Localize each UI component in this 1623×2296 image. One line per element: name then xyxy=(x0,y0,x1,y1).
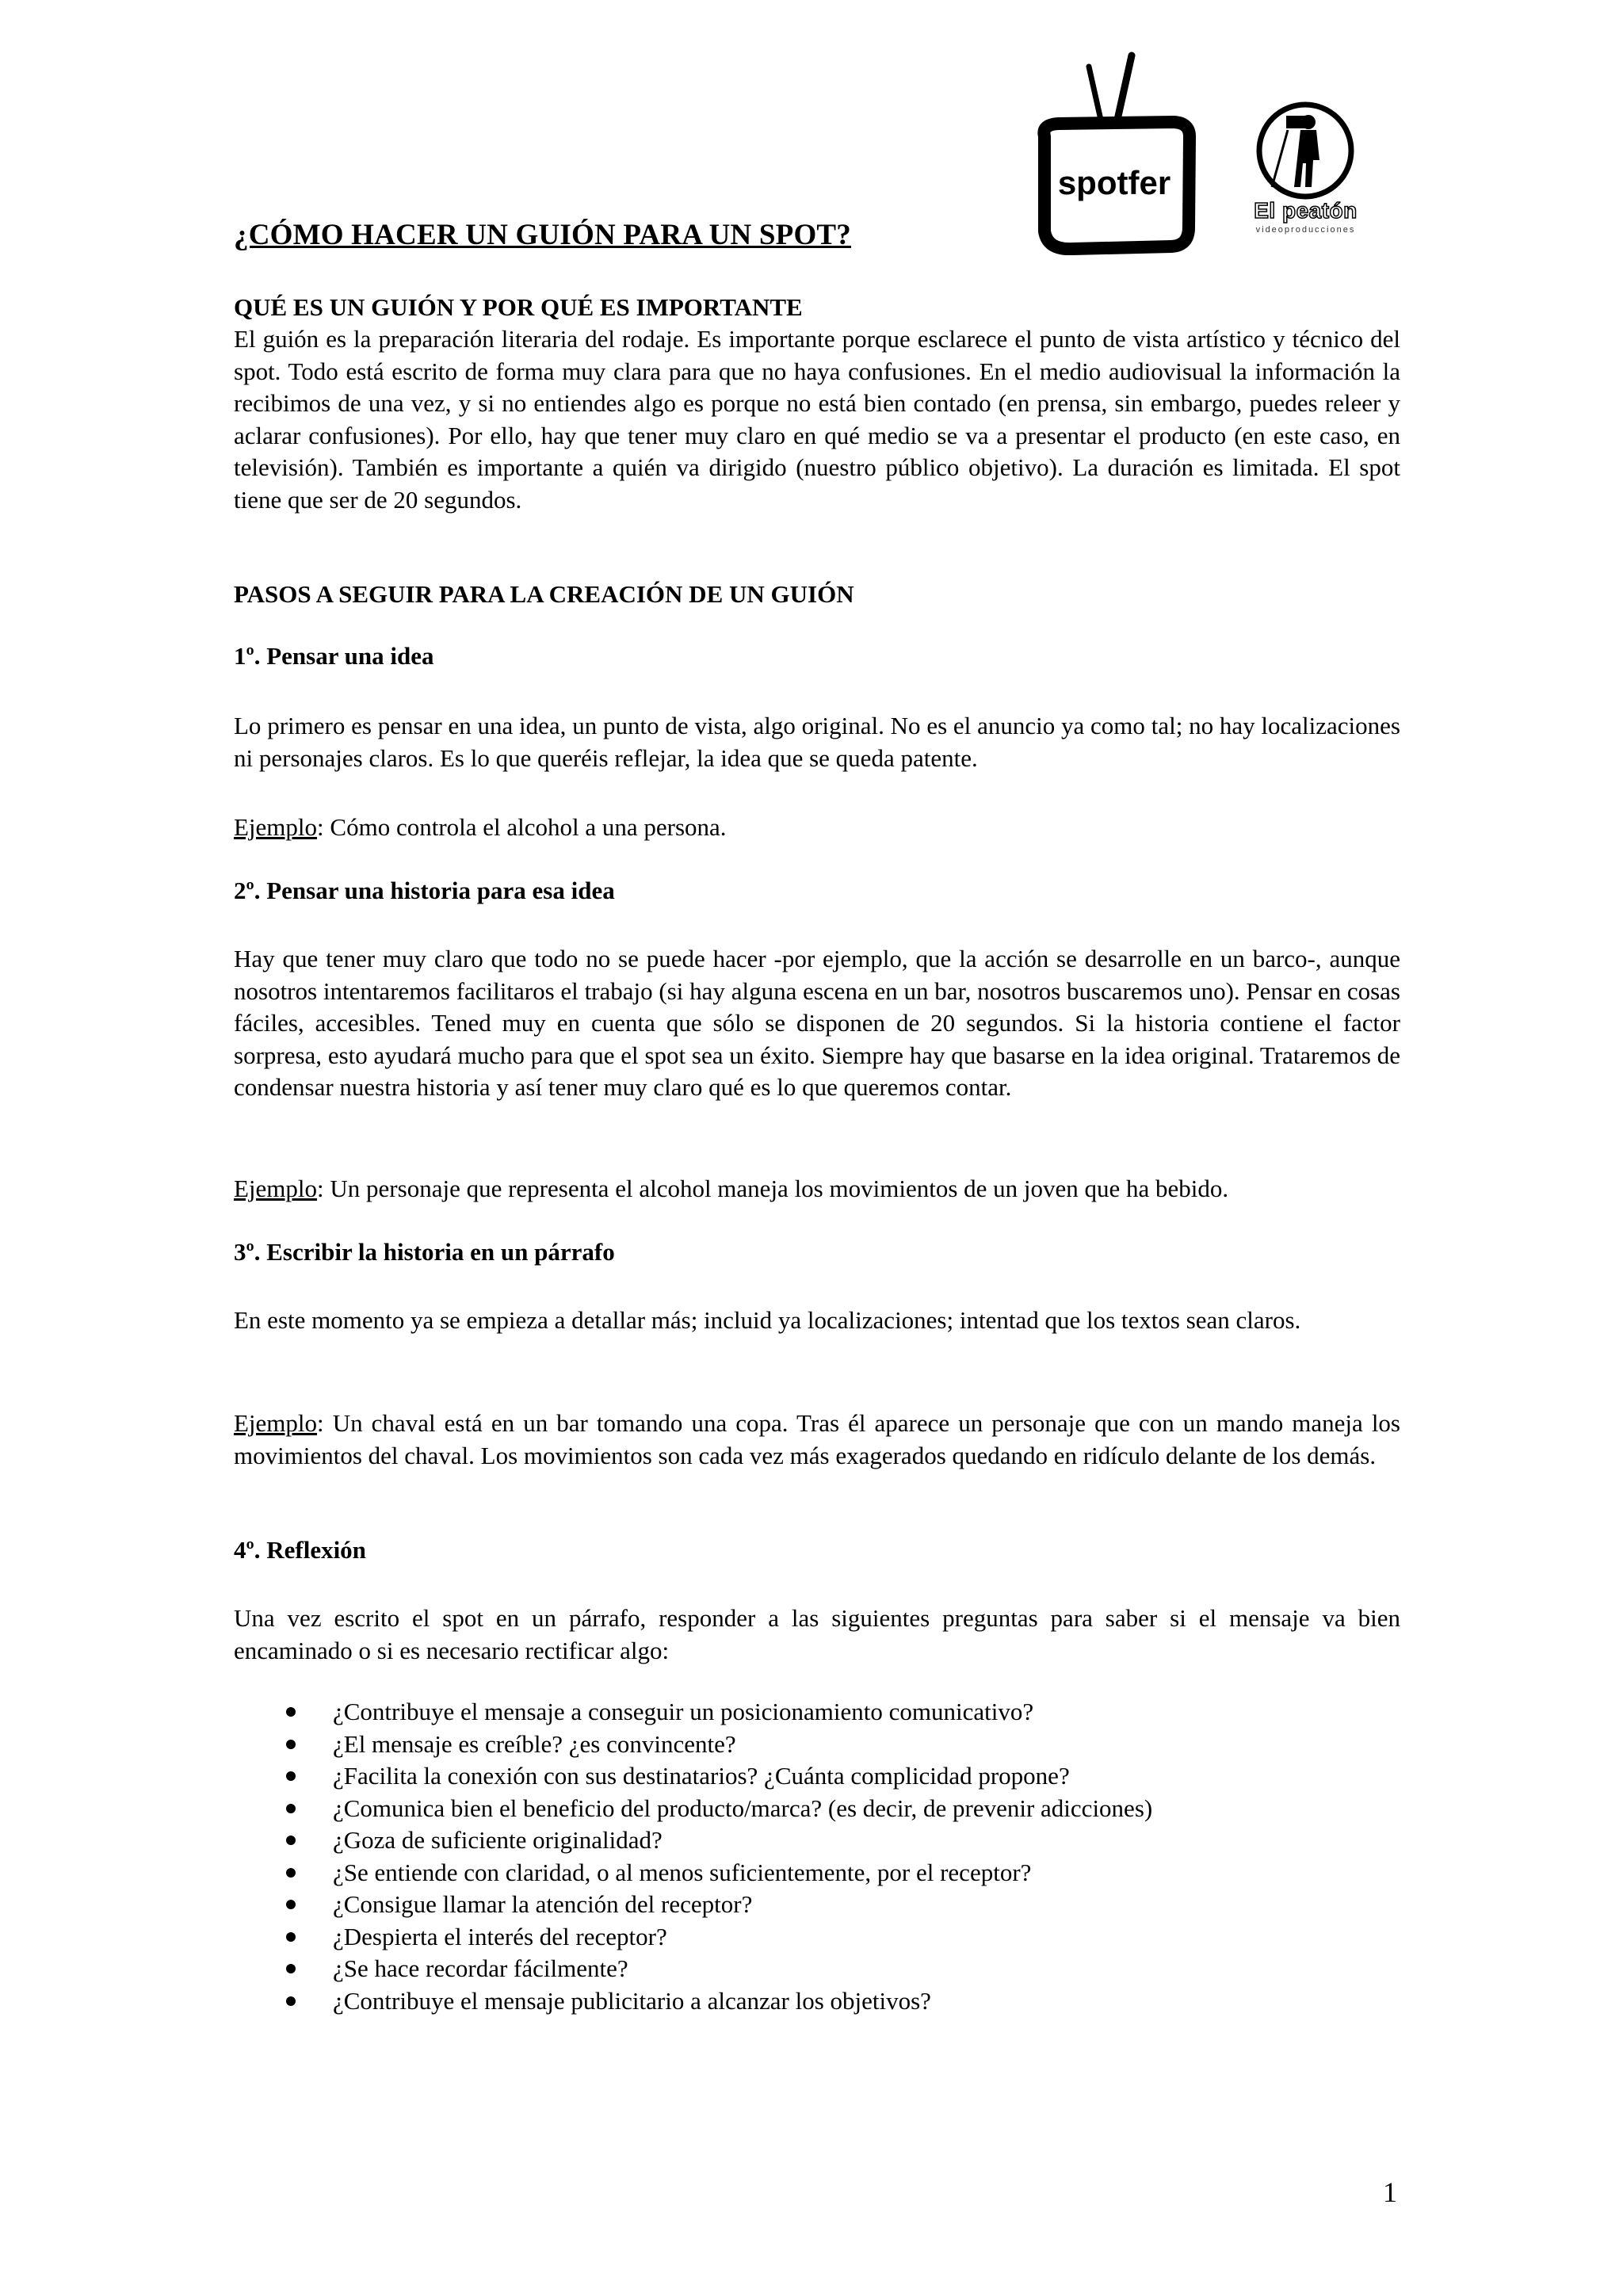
list-item: ¿Se entiende con claridad, o al menos suficientemente, por el receptor? xyxy=(234,1857,1400,1889)
section-heading-steps: PASOS A SEGUIR PARA LA CREACIÓN DE UN GUIÓN xyxy=(234,580,854,608)
list-item: ¿Consigue llamar la atención del receptor? xyxy=(234,1889,1400,1921)
page-title: ¿CÓMO HACER UN GUIÓN PARA UN SPOT? xyxy=(234,219,852,251)
example-text: : Un chaval está en un bar tomando una copa. Tras él aparece un personaje que con un mando maneja los movimientos del chaval. Los movimientos son cada vez más exagerados quedando en ridículo delante de los demás. xyxy=(234,1409,1400,1469)
step-body-2: Hay que tener muy claro que todo no se puede hacer -por ejemplo, que la acción se desarrolle en un barco-, aunque nosotros intentaremos facilitaros el trabajo (si hay alguna escena en un bar, nosotros buscaremos uno). Pensar en cosas fáciles, accesibles. Tened muy en cuenta que sólo se disponen de 20 segundos. Si la historia contiene el factor sorpresa, esto ayudará mucho para que el spot sea un éxito. Siempre hay que basarse en la idea original. Trataremos de condensar nuestra historia y así tener muy claro qué es lo que queremos contar. xyxy=(234,945,1400,1101)
list-item: ¿Se hace recordar fácilmente? xyxy=(234,1953,1400,1985)
bullet-icon xyxy=(286,1868,296,1878)
el-peaton-logo xyxy=(1240,101,1371,236)
list-item: ¿Comunica bien el beneficio del producto/marca? (es decir, de prevenir adicciones) xyxy=(234,1793,1400,1825)
bullet-icon xyxy=(286,1740,296,1749)
step-heading-1: 1º. Pensar una idea xyxy=(234,642,434,670)
list-item: ¿Contribuye el mensaje a conseguir un posicionamiento comunicativo? xyxy=(234,1696,1400,1729)
list-item: ¿Contribuye el mensaje publicitario a alcanzar los objetivos? xyxy=(234,1985,1400,2018)
section-heading-what-is-script: QUÉ ES UN GUIÓN Y POR QUÉ ES IMPORTANTE xyxy=(234,293,803,321)
bullet-icon xyxy=(286,1932,296,1942)
step-heading-3: 3º. Escribir la historia en un párrafo xyxy=(234,1238,615,1266)
step-heading-4: 4º. Reflexión xyxy=(234,1536,366,1564)
tv-icon xyxy=(1027,49,1201,255)
bullet-icon xyxy=(286,1996,296,2006)
step-body-3: En este momento ya se empieza a detallar más; incluid ya localizaciones; intentad que los textos sean claros. xyxy=(234,1306,1301,1334)
example-text: : Un personaje que representa el alcohol maneja los movimientos de un joven que ha bebido. xyxy=(317,1175,1229,1202)
example-text: : Cómo controla el alcohol a una persona. xyxy=(317,813,727,841)
example-label: Ejemplo xyxy=(234,1409,318,1437)
section-body-what-is-script: El guión es la preparación literaria del rodaje. Es importante porque esclarece el punto de vista artístico y técnico del spot. Todo está escrito de forma muy clara para que no haya confusiones. En el medio audiovisual la información la recibimos de una vez, y si no entiendes algo es porque no está bien contado (en prensa, sin embargo, puedes releer y aclarar confusiones). Por ello, hay que tener muy claro en qué medio se va a presentar el producto (en este caso, en televisión). También es importante a quién va dirigido (nuestro público objetivo). La duración es limitada. El spot tiene que ser de 20 segundos. xyxy=(234,325,1400,514)
step-example-2 xyxy=(234,1173,1400,1205)
spotfer-logo xyxy=(1027,49,1201,255)
bullet-icon xyxy=(286,1900,296,1909)
bullet-icon xyxy=(286,1707,296,1717)
cameraman-icon xyxy=(1240,101,1371,201)
reflection-questions-list xyxy=(234,1696,1400,2017)
step-body-1: Lo primero es pensar en una idea, un punto de vista, algo original. No es el anuncio ya como tal; no hay localizaciones ni personajes claros. Es lo que queréis reflejar, la idea que se queda patente. xyxy=(234,712,1400,772)
step-heading-2: 2º. Pensar una historia para esa idea xyxy=(234,877,615,904)
list-item: ¿Despierta el interés del receptor? xyxy=(234,1921,1400,1954)
list-item: ¿Facilita la conexión con sus destinatarios? ¿Cuánta complicidad propone? xyxy=(234,1760,1400,1793)
el-peaton-wordmark: El peatón xyxy=(1254,198,1358,223)
list-item: ¿El mensaje es creíble? ¿es convincente? xyxy=(234,1729,1400,1761)
bullet-icon xyxy=(286,1836,296,1845)
step-example-1 xyxy=(234,812,1400,844)
step-body-4: Una vez escrito el spot en un párrafo, responder a las siguientes preguntas para saber si el mensaje va bien encaminado o si es necesario rectificar algo: xyxy=(234,1604,1400,1664)
page-number: 1 xyxy=(1383,2176,1397,2208)
example-label: Ejemplo xyxy=(234,813,318,841)
example-label: Ejemplo xyxy=(234,1175,318,1202)
el-peaton-subtitle: videoproducciones xyxy=(1255,225,1356,235)
bullet-icon xyxy=(286,1804,296,1813)
list-item: ¿Goza de suficiente originalidad? xyxy=(234,1824,1400,1857)
spotfer-wordmark: spotfer xyxy=(1057,164,1171,201)
step-example-3 xyxy=(234,1408,1400,1472)
bullet-icon xyxy=(286,1771,296,1781)
bullet-icon xyxy=(286,1964,296,1973)
